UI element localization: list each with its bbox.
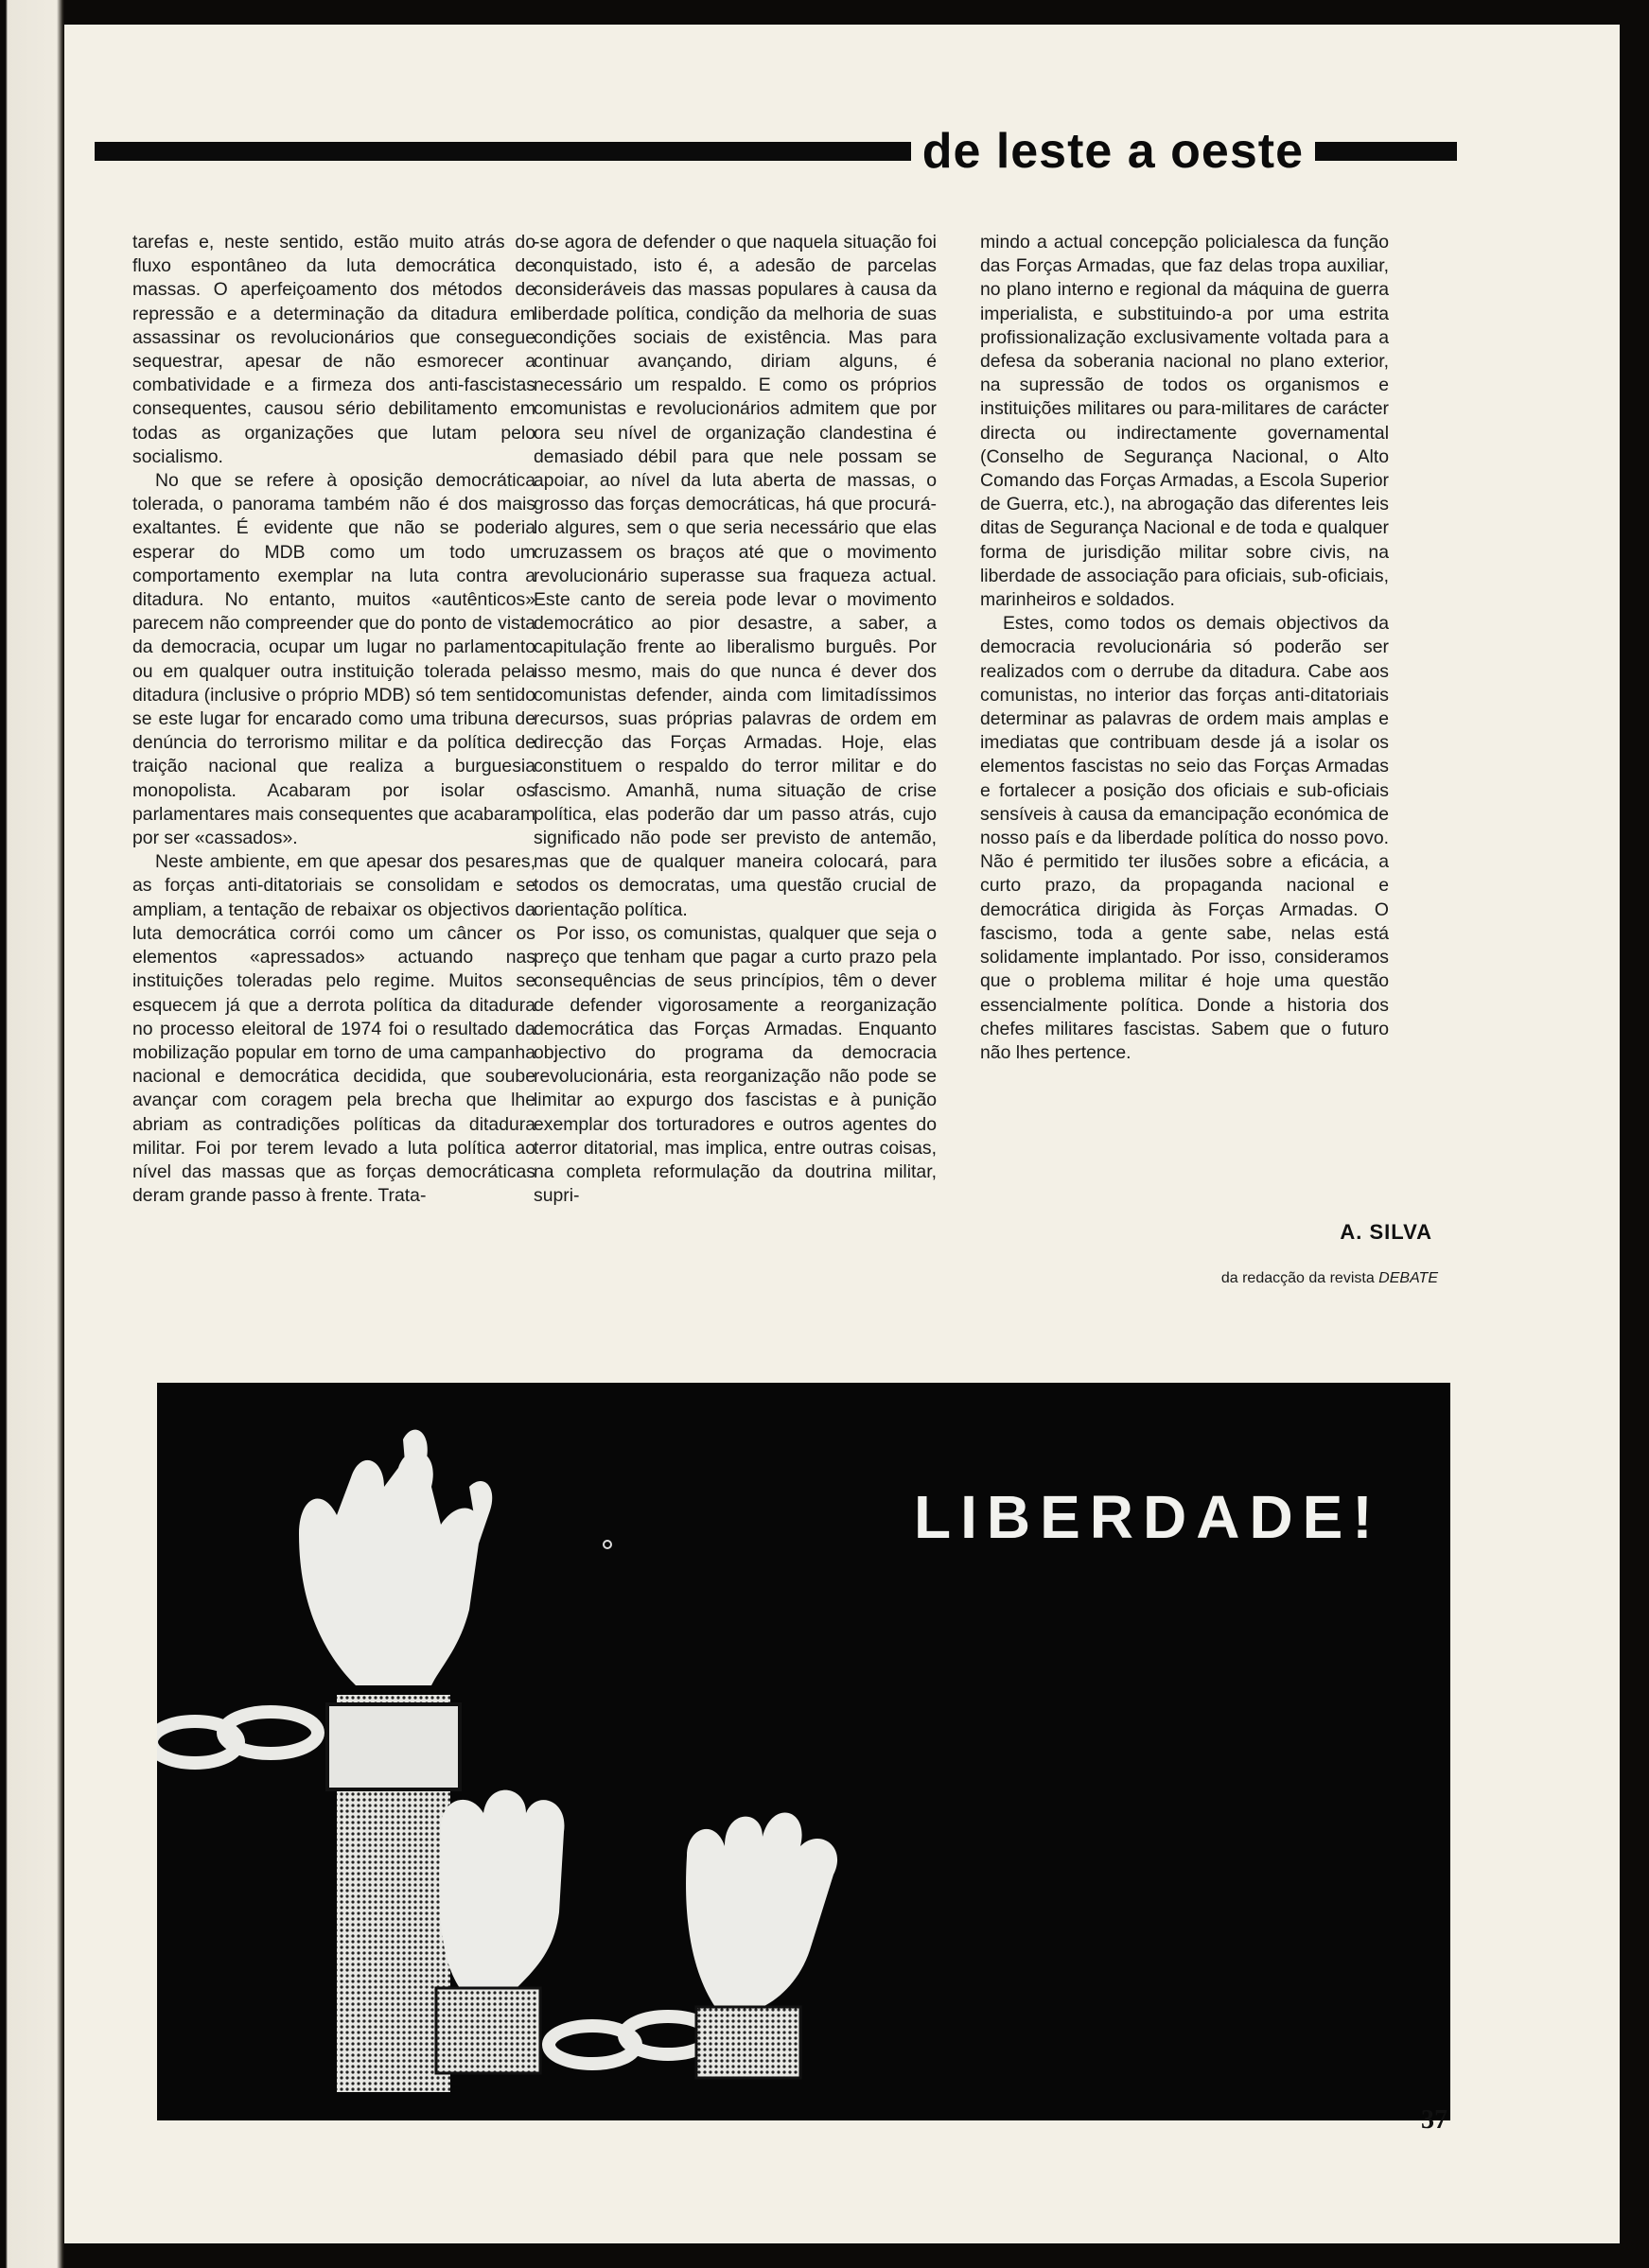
header-rule-right — [1315, 142, 1457, 161]
text-column-2 — [534, 231, 937, 1208]
binding-edge — [0, 0, 64, 2268]
paragraph: Por isso, os comunistas, qualquer que seja o preço que tenham que pagar a curto prazo pela consequências de seus princípios, têm o dever de defender vigorosamente a reorganização democrática das Forças Armadas. Enquanto objectivo do programa da democracia revolucionária, esta reorganização não pode se limitar ao expurgo dos fascistas e à punição exemplar dos torturadores e outros agentes do terror ditatorial, mas implica, entre outras coisas, na completa reformulação da doutrina militar, supri- — [534, 922, 937, 1207]
paragraph: Estes, como todos os demais objectivos da democracia revolucionária só poderão ser realizados com o derrube da ditadura. Cabe aos comunistas, no interior das forças anti-ditatoriais determinar as palavras de ordem mais amplas e imediatas que contribuam desde já a isolar os elementos fascistas no seio das Forças Armadas e fortalecer a posição dos oficiais e sub-oficiais sensíveis à causa da emancipação económica de nosso país e da liberdade política do nosso povo. Não é permitido ter ilusões sobre a eficácia, a curto prazo, da propaganda nacional e democrática dirigida às Forças Armadas. O fascismo, toda a gente sabe, nelas está solidamente implantado. Por isso, consideramos que o problema militar é hoje uma questão essencialmente política. Donde a historia dos chefes militares fascistas. Sabem que o futuro não lhes pertence. — [980, 613, 1389, 1063]
paragraph: Neste ambiente, em que apesar dos pesares, as forças anti-ditatoriais se consolidam e se ampliam, a tentação de rebaixar os objectivos da luta democrática corrói como um câncer os elementos «apressados» actuando nas instituições toleradas pelo regime. Muitos se esquecem já que a derrota política da ditadura no processo eleitoral de 1974 foi o resultado da mobilização popular em torno de uma campanha nacional e democrática decidida, que soube avançar com coragem pela brecha que lhe abriam as contradições políticas da ditadura militar. Foi por terem levado a luta política ao nível das massas que as forças democráticas deram grande passo à frente. Trata- — [132, 851, 535, 1207]
chained-raised-fists-icon — [157, 1383, 1450, 2120]
paragraph: -se agora de defender o que naquela situação foi conquistado, isto é, a adesão de parcelas consideráveis das massas populares à causa da liberdade política, condição da melhoria de suas condições sociais de existência. Mas para continuar avançando, diriam alguns, é necessário um respaldo. E como os próprios comunistas e revolucionários admitem que por ora seu nível de organização clandestina é demasiado débil para que nele possam se apoiar, ao nível da luta aberta de massas, o grosso das forças democráticas, há que procurá-lo algures, sem o que seria necessário que elas cruzassem os braços até que o movimento revolucionário superasse sua fraqueza actual. Este canto de sereia pode levar o movimento democrático ao pior desastre, a saber, a capitulação frente ao liberalismo burguês. Por isso mesmo, mais do que nunca é dever dos comunistas defender, ainda com limitadíssimos recursos, suas próprias palavras de ordem em direcção das Forças Armadas. Hoje, elas constituem o respaldo do terror militar e do fascismo. Amanhã, numa situação de crise política, elas poderão dar um passo atrás, cujo significado não pode ser previsto de antemão, mas que de qualquer maneira colocará, para todos os democratas, uma questão crucial de orientação política. — [534, 232, 937, 920]
source-prefix: da redacção da revista — [1220, 1270, 1375, 1286]
article-source — [1060, 1270, 1438, 1287]
liberdade-poster — [157, 1383, 1450, 2120]
section-header — [95, 123, 1457, 180]
section-title: de leste a oeste — [921, 124, 1304, 179]
page-number: 37 — [1421, 2105, 1447, 2135]
paragraph: No que se refere à oposição democrática tolerada, o panorama também não é dos mais exaltantes. É evidente que não se poderia esperar do MDB como um todo um comportamento exemplar na luta contra a ditadura. No entanto, muitos «autênticos» parecem não compreender que do ponto de vista da democracia, ocupar um lugar no parlamento ou em qualquer outra instituição tolerada pela ditadura (inclusive o próprio MDB) só tem sentido se este lugar for encarado como uma tribuna de denúncia do terrorismo militar e da política de traição nacional que realiza a burguesia monopolista. Acabaram por isolar os parlamentares mais consequentes que acabaram por ser «cassados». — [132, 470, 535, 849]
paragraph: tarefas e, neste sentido, estão muito atrás do fluxo espontâneo da luta democrática de massas. O aperfeiçoamento dos métodos de repressão e a determinação da ditadura em assassinar os revolucionários que consegue sequestrar, apesar de não esmorecer a combatividade e a firmeza dos anti-fascistas consequentes, causou sério debilitamento em todas as organizações que lutam pelo socialismo. — [132, 232, 535, 467]
source-magazine: DEBATE — [1378, 1270, 1438, 1286]
header-rule-left — [95, 142, 911, 161]
poster-slogan: LIBERDADE! — [914, 1483, 1382, 1551]
text-column-1 — [132, 231, 535, 1208]
text-column-3 — [980, 231, 1389, 1065]
paragraph: mindo a actual concepção policialesca da função das Forças Armadas, que faz delas tropa auxiliar, no plano interno e regional da máquina de guerra imperialista, e substituindo-a por uma estrita profissionalização exclusivamente voltada para a defesa da soberania nacional no plano exterior, na supressão de todos os organismos e instituições militares ou para-militares de carácter directa ou indirectamente governamental (Conselho de Segurança Nacional, o Alto Comando das Forças Armadas, a Escola Superior de Guerra, etc.), na abrogação das diferentes leis ditas de Segurança Nacional e de toda e qualquer forma de jurisdição militar sobre civis, na liberdade de associação para oficiais, sub-oficiais, marinheiros e soldados. — [980, 232, 1389, 611]
article-author: A. SILVA — [1340, 1220, 1432, 1244]
